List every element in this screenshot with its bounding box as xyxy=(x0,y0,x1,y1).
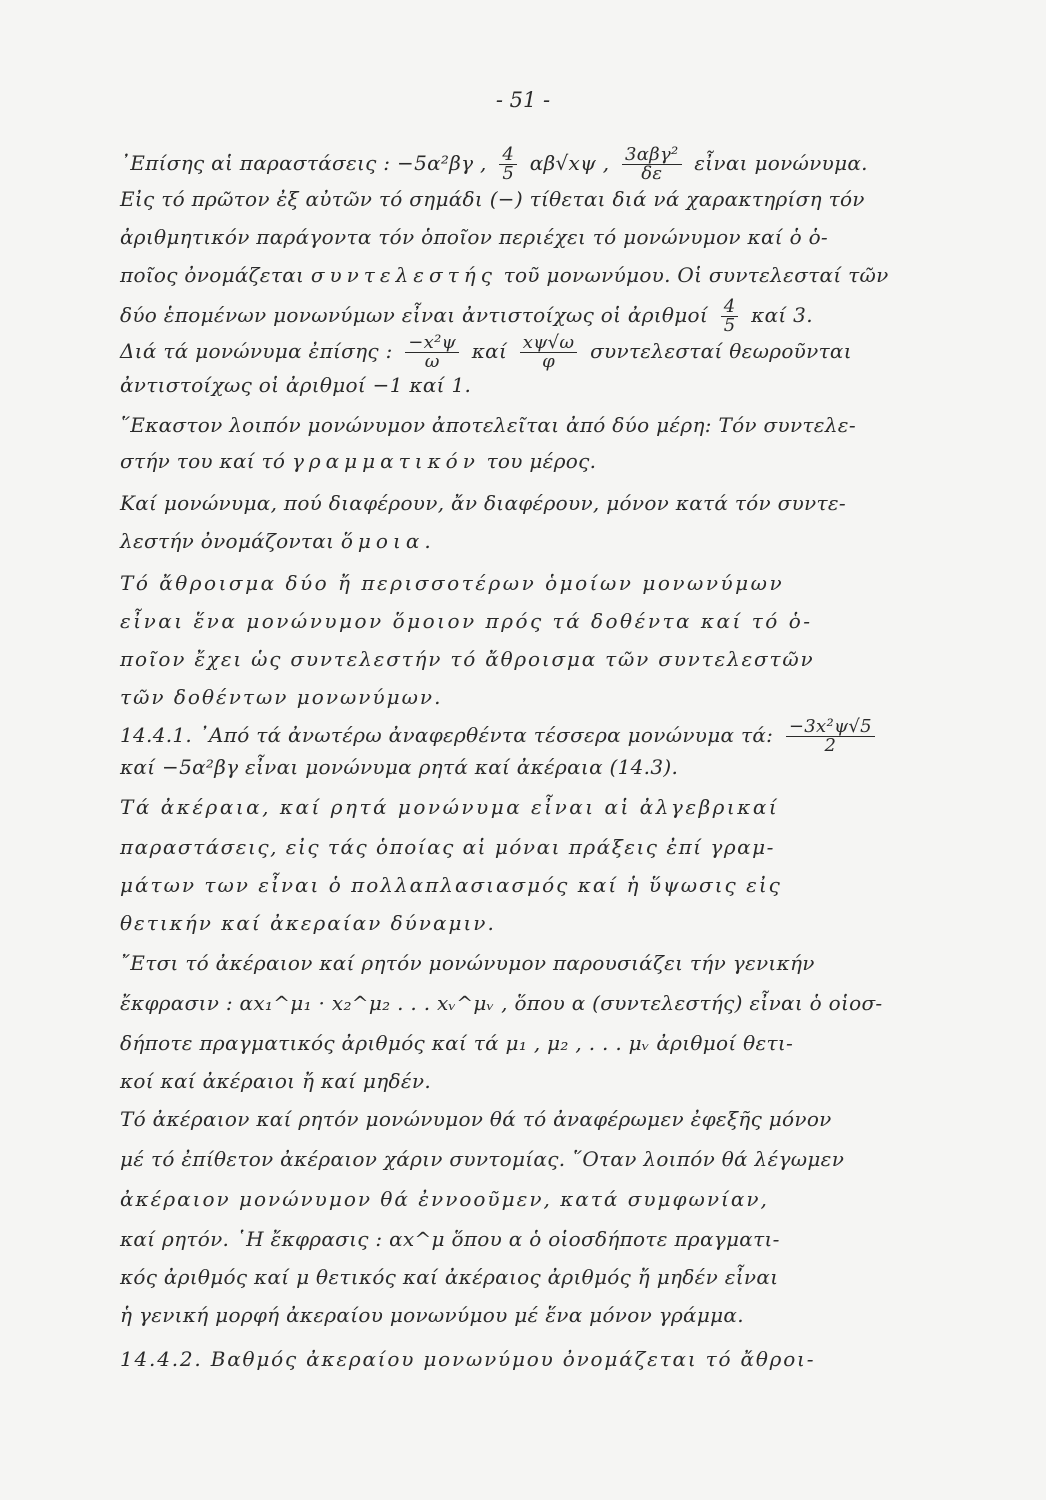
text-line-6 xyxy=(120,334,946,371)
expr-monomial-2: αβ√xψ , xyxy=(529,151,610,175)
fraction-monomial-a xyxy=(405,334,459,371)
text-line-24: δήποτε πραγματικός ἀριθμός καί τά μ₁ , μ₂ , . . . μᵥ ἀριθμοί θετι- xyxy=(120,1031,794,1055)
text-line-10: Καί μονώνυμα, πού διαφέρουν, ἄν διαφέρουν, μόνον κατά τόν συντε- xyxy=(120,491,846,515)
line-9-text-a: στήν του καί τό xyxy=(120,449,286,473)
text-line-1 xyxy=(120,146,946,183)
fraction-numerator: −x²ψ xyxy=(405,334,459,353)
text-line-20: μάτων των εἶναι ὁ πολλαπλασιασμός καί ἡ ὕψωσις εἰς xyxy=(120,873,782,897)
text-line-18: Τά ἀκέραια, καί ρητά μονώνυμα εἶναι αἱ ἀλγεβρικαί xyxy=(120,795,780,819)
fraction-denominator: 5 xyxy=(502,163,515,184)
text-line-2: Εἰς τό πρῶτον ἐξ αὐτῶν τό σημάδι (−) τίθεται διά νά χαρακτηρίση τόν xyxy=(120,187,865,211)
fraction-numerator: 4 xyxy=(721,298,739,317)
text-line-19: παραστάσεις, εἰς τάς ὁποίας αἱ μόναι πράξεις ἐπί γραμ- xyxy=(120,835,775,859)
text-line-31: ἡ γενική μορφή ἀκεραίου μονωνύμου μέ ἕνα μόνον γράμμα. xyxy=(120,1303,744,1327)
fraction-monomial-3 xyxy=(622,146,682,183)
fraction-numerator: xψ√ω xyxy=(520,334,578,353)
line-1-text-d: εἶναι μονώνυμα. xyxy=(694,151,868,175)
text-line-23: ἔκφρασιν : αx₁^μ₁ · x₂^μ₂ . . . xᵥ^μᵥ , ὅπου α (συντελεστής) εἶναι ὁ οἱοσ- xyxy=(120,991,883,1015)
line-6-text-a: Διά τά μονώνυμα ἐπίσης : xyxy=(120,339,393,363)
text-line-25: κοί καί ἀκέραιοι ἤ καί μηδέν. xyxy=(120,1069,432,1093)
text-line-4 xyxy=(120,262,946,288)
expr-monomial-1: −5α²βγ , xyxy=(397,151,487,175)
text-line-32: 14.4.2. Βαθμός ἀκεραίου μονωνύμου ὀνομάζεται τό ἄθροι- xyxy=(120,1347,816,1371)
text-line-26: Τό ἀκέραιον καί ρητόν μονώνυμον θά τό ἀναφέρωμεν ἐφεξῆς μόνον xyxy=(120,1107,832,1131)
fraction-4-5 xyxy=(499,146,517,183)
text-line-21: θετικήν καί ἀκεραίαν δύναμιν. xyxy=(120,911,496,935)
fraction-4-5 xyxy=(721,298,739,335)
line-5-text-b: καί 3. xyxy=(751,303,813,327)
fraction-denominator: δε xyxy=(641,163,663,184)
text-line-12: Τό ἄθροισμα δύο ἤ περισσοτέρων ὁμοίων μονωνύμων xyxy=(120,571,785,595)
line-4-text-a: ποῖος ὀνομάζεται xyxy=(120,263,305,287)
text-line-16 xyxy=(120,718,946,755)
line-4-text-c: τοῦ μονωνύμου. Οἱ συντελεσταί τῶν xyxy=(503,263,889,287)
fraction-numerator: −3x²ψ√5 xyxy=(786,718,875,737)
term-coefficient: συντελεστής xyxy=(310,263,497,287)
text-line-8: ῞Εκαστον λοιπόν μονώνυμον ἀποτελεῖται ἀπό δύο μέρη: Τόν συντελε- xyxy=(120,413,856,437)
fraction-denominator: ω xyxy=(424,351,440,372)
term-similar: ὅμοια. xyxy=(340,529,436,553)
fraction-monomial-b xyxy=(520,334,578,371)
text-line-3: ἀριθμητικόν παράγοντα τόν ὁποῖον περιέχει τό μονώνυμον καί ὁ ὁ- xyxy=(120,225,828,249)
text-line-30: κός ἀριθμός καί μ θετικός καί ἀκέραιος ἀριθμός ἤ μηδέν εἶναι xyxy=(120,1265,779,1289)
text-line-13: εἶναι ἕνα μονώνυμον ὅμοιον πρός τά δοθέντα καί τό ὁ- xyxy=(120,609,813,633)
text-line-27: μέ τό ἐπίθετον ἀκέραιον χάριν συντομίας. ῞Οταν λοιπόν θά λέγωμεν xyxy=(120,1147,845,1171)
line-6-text-b: καί xyxy=(471,339,508,363)
section-14-4-1-text: 14.4.1. ᾽Από τά ἀνωτέρω ἀναφερθέντα τέσσερα μονώνυμα τά: xyxy=(120,723,774,747)
text-line-22: ῎Ετσι τό ἀκέραιον καί ρητόν μονώνυμον παρουσιάζει τήν γενικήν xyxy=(120,951,815,975)
text-line-11 xyxy=(120,528,946,554)
fraction-denominator: 5 xyxy=(723,315,736,336)
text-line-7: ἀντιστοίχως οἱ ἀριθμοί −1 καί 1. xyxy=(120,373,472,397)
term-literal-part: γραμματικόν xyxy=(291,449,480,473)
fraction-numerator: 3αβγ² xyxy=(622,146,682,165)
text-line-5 xyxy=(120,298,946,335)
line-11-text-a: λεστήν ὀνομάζονται xyxy=(120,529,335,553)
text-line-14: ποῖον ἔχει ὡς συντελεστήν τό ἄθροισμα τῶν συντελεστῶν xyxy=(120,647,815,671)
line-6-text-c: συντελεσταί θεωροῦνται xyxy=(590,339,852,363)
line-9-text-c: του μέρος. xyxy=(486,449,597,473)
line-1-text-a: ᾽Επίσης αἱ παραστάσεις : xyxy=(120,151,391,175)
text-line-9 xyxy=(120,448,946,474)
page-number: - 51 - xyxy=(495,88,551,112)
fraction-denominator: φ xyxy=(542,351,556,372)
line-5-text-a: δύο ἑπομένων μονωνύμων εἶναι ἀντιστοίχως οἱ ἀριθμοί xyxy=(120,303,709,327)
text-line-15: τῶν δοθέντων μονωνύμων. xyxy=(120,685,443,709)
text-line-17: καί −5α²βγ εἶναι μονώνυμα ρητά καί ἀκέραια (14.3). xyxy=(120,755,679,779)
fraction-monomial-c xyxy=(786,718,875,755)
fraction-numerator: 4 xyxy=(499,146,517,165)
text-line-28: ἀκέραιον μονώνυμον θά ἐννοοῦμεν, κατά συμφωνίαν, xyxy=(120,1187,769,1211)
fraction-denominator: 2 xyxy=(824,735,837,756)
text-line-29: καί ρητόν. ῾Η ἔκφρασις : αx^μ ὅπου α ὁ οἱοσδήποτε πραγματι- xyxy=(120,1227,780,1251)
